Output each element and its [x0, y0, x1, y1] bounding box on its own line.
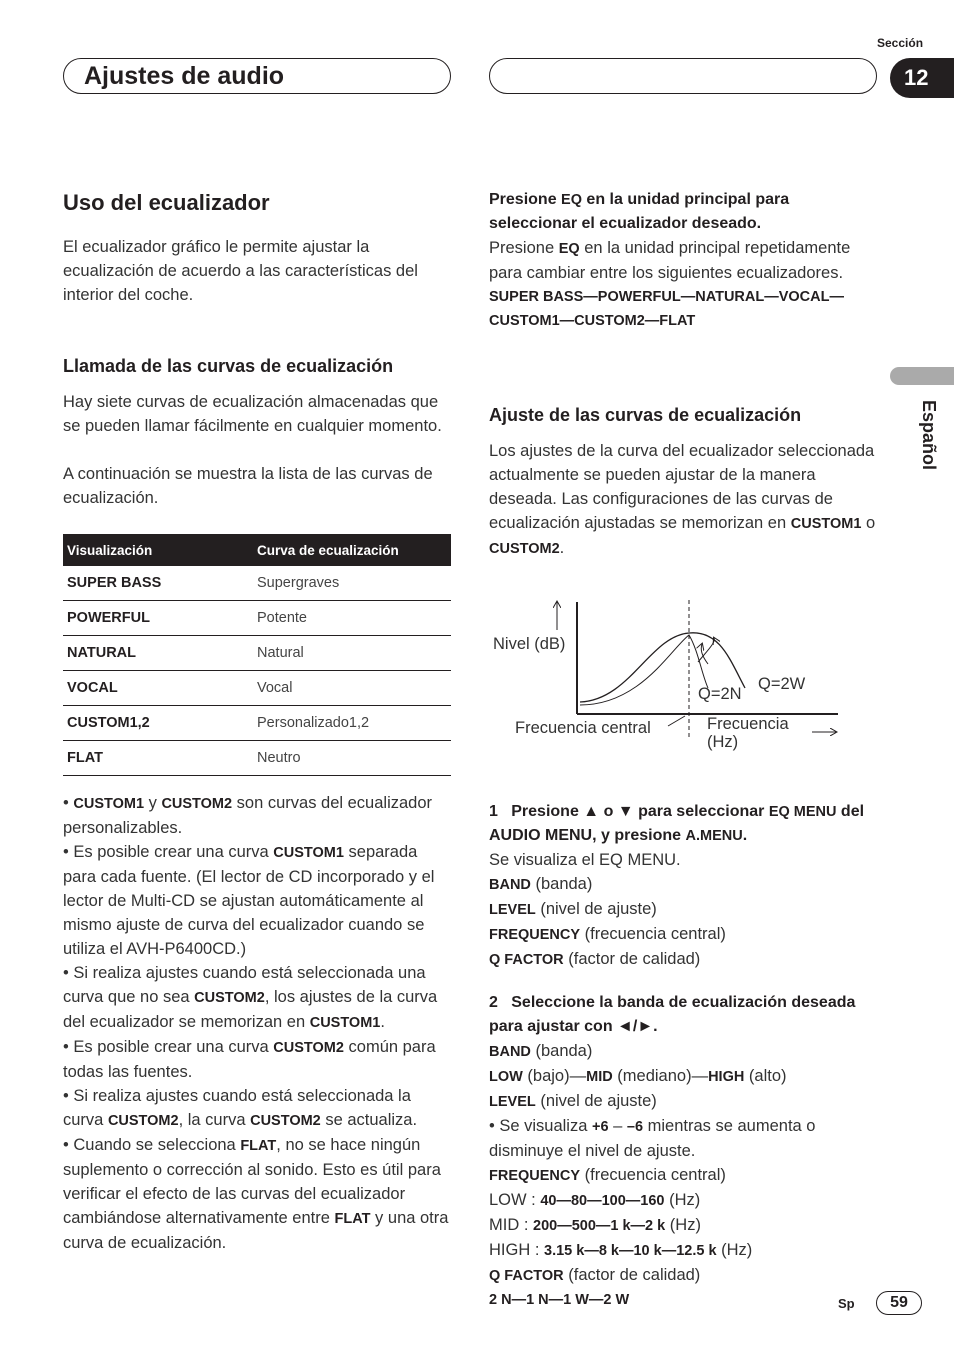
notes-list [63, 791, 451, 1255]
step-1-instruction: 1 Presione ▲ o ▼ para seleccionar EQ MENU del AUDIO MENU, y presione A.MENU. [489, 803, 865, 844]
step-2 [489, 991, 881, 1312]
step-1-display: Se visualiza el EQ MENU. [489, 851, 681, 869]
table-row [63, 601, 451, 636]
press-eq-bold: Presione EQ en la unidad principal para seleccionar el ecualizador deseado. [489, 191, 790, 232]
note-flat: • Cuando se selecciona FLAT, no se hace ningún suplemento o corrección al sonido. Esto es útil para verificar el efecto de las curvas del ecualizador cambiándose alternativamente entre FLAT y una otra curva de ecualización. [63, 1136, 449, 1252]
table-row [63, 636, 451, 671]
table-header-display: Visualización [63, 534, 253, 566]
eq-sequence: SUPER BASS—POWERFUL—NATURAL—VOCAL—CUSTOM1—CUSTOM2—FLAT [489, 289, 844, 329]
subheading-recall: Llamada de las curvas de ecualización [63, 356, 394, 376]
table-cell-curve: Vocal [253, 671, 451, 706]
step-1 [489, 800, 881, 972]
section-heading: Uso del ecualizador [63, 190, 270, 215]
side-tab-marker [890, 367, 954, 385]
table-cell-display: POWERFUL [63, 601, 253, 636]
table-row [63, 566, 451, 601]
diagram-freq-label: Frecuencia (Hz) [707, 715, 789, 751]
press-eq-instruction [489, 188, 879, 333]
table-cell-display: CUSTOM1,2 [63, 706, 253, 741]
table-row [63, 741, 451, 776]
table-cell-curve: Natural [253, 636, 451, 671]
page-number: 59 [876, 1291, 922, 1315]
menu-item: LEVEL (nivel de ajuste) [489, 900, 657, 918]
diagram-y-label: Nivel (dB) [493, 635, 566, 653]
recall-paragraph-1: Hay siete curvas de ecualización almacenadas que se pueden llamar fácilmente en cualquier momento. [63, 393, 442, 435]
menu-item: BAND (banda) [489, 875, 593, 893]
diagram-q2n-label: Q=2N [698, 685, 742, 703]
table-header-row [63, 534, 451, 566]
subheading-adjust: Ajuste de las curvas de ecualización [489, 405, 802, 425]
table-cell-curve: Neutro [253, 741, 451, 776]
adjust-paragraph: Los ajustes de la curva del ecualizador seleccionada actualmente se pueden ajustar de la manera deseada. Las configuraciones de las curvas de ecualización ajustadas se memorizan en CUSTOM1 o CUSTOM2. [489, 442, 876, 557]
step-2-instruction: 2 Seleccione la banda de ecualización deseada para ajustar con ◄/►. [489, 994, 856, 1035]
table-cell-curve: Personalizado1,2 [253, 706, 451, 741]
center-label-tick [668, 716, 685, 726]
diagram-center-label: Frecuencia central [515, 719, 651, 737]
table-cell-display: SUPER BASS [63, 566, 253, 601]
table-cell-display: VOCAL [63, 671, 253, 706]
diagram-q2w-label: Q=2W [758, 675, 806, 693]
section-label: Sección [877, 36, 924, 50]
language-tab: Español [919, 400, 939, 471]
table-cell-display: FLAT [63, 741, 253, 776]
table-cell-curve: Supergraves [253, 566, 451, 601]
note-update: • Si realiza ajustes cuando está seleccionada la curva CUSTOM2, la curva CUSTOM2 se actualiza. [63, 1087, 418, 1129]
menu-item: Q FACTOR (factor de calidad) [489, 950, 701, 968]
note-memorize: • Si realiza ajustes cuando está seleccionada una curva que no sea CUSTOM2, los ajustes de la curva del ecualizador se memorizan en CUSTOM1. [63, 964, 438, 1031]
q-factor-values: 2 N—1 N—1 W—2 W [489, 1292, 630, 1308]
table-header-curve: Curva de ecualización [253, 534, 451, 566]
note-custom-curves: • CUSTOM1 y CUSTOM2 son curvas del ecualizador personalizables. [63, 794, 433, 837]
mid-frequencies: MID : 200—500—1 k—2 k (Hz) [489, 1216, 701, 1234]
intro-paragraph: El ecualizador gráfico le permite ajustar la ecualización de acuerdo a las características del interior del coche. [63, 238, 418, 304]
note-custom1: • Es posible crear una curva CUSTOM1 separada para cada fuente. (El lector de CD incorporado y el lector de Multi-CD se ajustan automáticamente al mismo ajuste de curva del ecualizador cuando se utiliza el AVH-P6400CD.) [63, 843, 435, 958]
header-right-frame [489, 58, 877, 94]
q-arrow-wide [698, 638, 714, 662]
high-frequencies: HIGH : 3.15 k—8 k—10 k—12.5 k (Hz) [489, 1241, 753, 1259]
menu-item: FREQUENCY (frecuencia central) [489, 925, 726, 943]
band-options: LOW (bajo)—MID (mediano)—HIGH (alto) [489, 1067, 787, 1085]
press-eq-detail: Presione EQ en la unidad principal repetidamente para cambiar entre los siguientes ecualizadores. [489, 239, 851, 282]
low-frequencies: LOW : 40—80—100—160 (Hz) [489, 1191, 701, 1209]
table-row [63, 671, 451, 706]
table-row [63, 706, 451, 741]
recall-paragraph-2: A continuación se muestra la lista de las curvas de ecualización. [63, 465, 433, 507]
note-custom2: • Es posible crear una curva CUSTOM2 común para todas las fuentes. [63, 1038, 436, 1081]
table-cell-curve: Potente [253, 601, 451, 636]
section-number-badge: 12 [890, 58, 954, 98]
eq-curve-table [63, 534, 451, 776]
level-note: • Se visualiza +6 – –6 mientras se aumenta o disminuye el nivel de ajuste. [489, 1117, 816, 1160]
page-title: Ajustes de audio [84, 62, 285, 90]
q-factor-item: Q FACTOR (factor de calidad) [489, 1266, 701, 1284]
band-item: BAND (banda) [489, 1042, 593, 1060]
table-cell-display: NATURAL [63, 636, 253, 671]
footer-language: Sp [838, 1296, 855, 1311]
level-item: LEVEL (nivel de ajuste) [489, 1092, 657, 1110]
frequency-item: FREQUENCY (frecuencia central) [489, 1166, 726, 1184]
